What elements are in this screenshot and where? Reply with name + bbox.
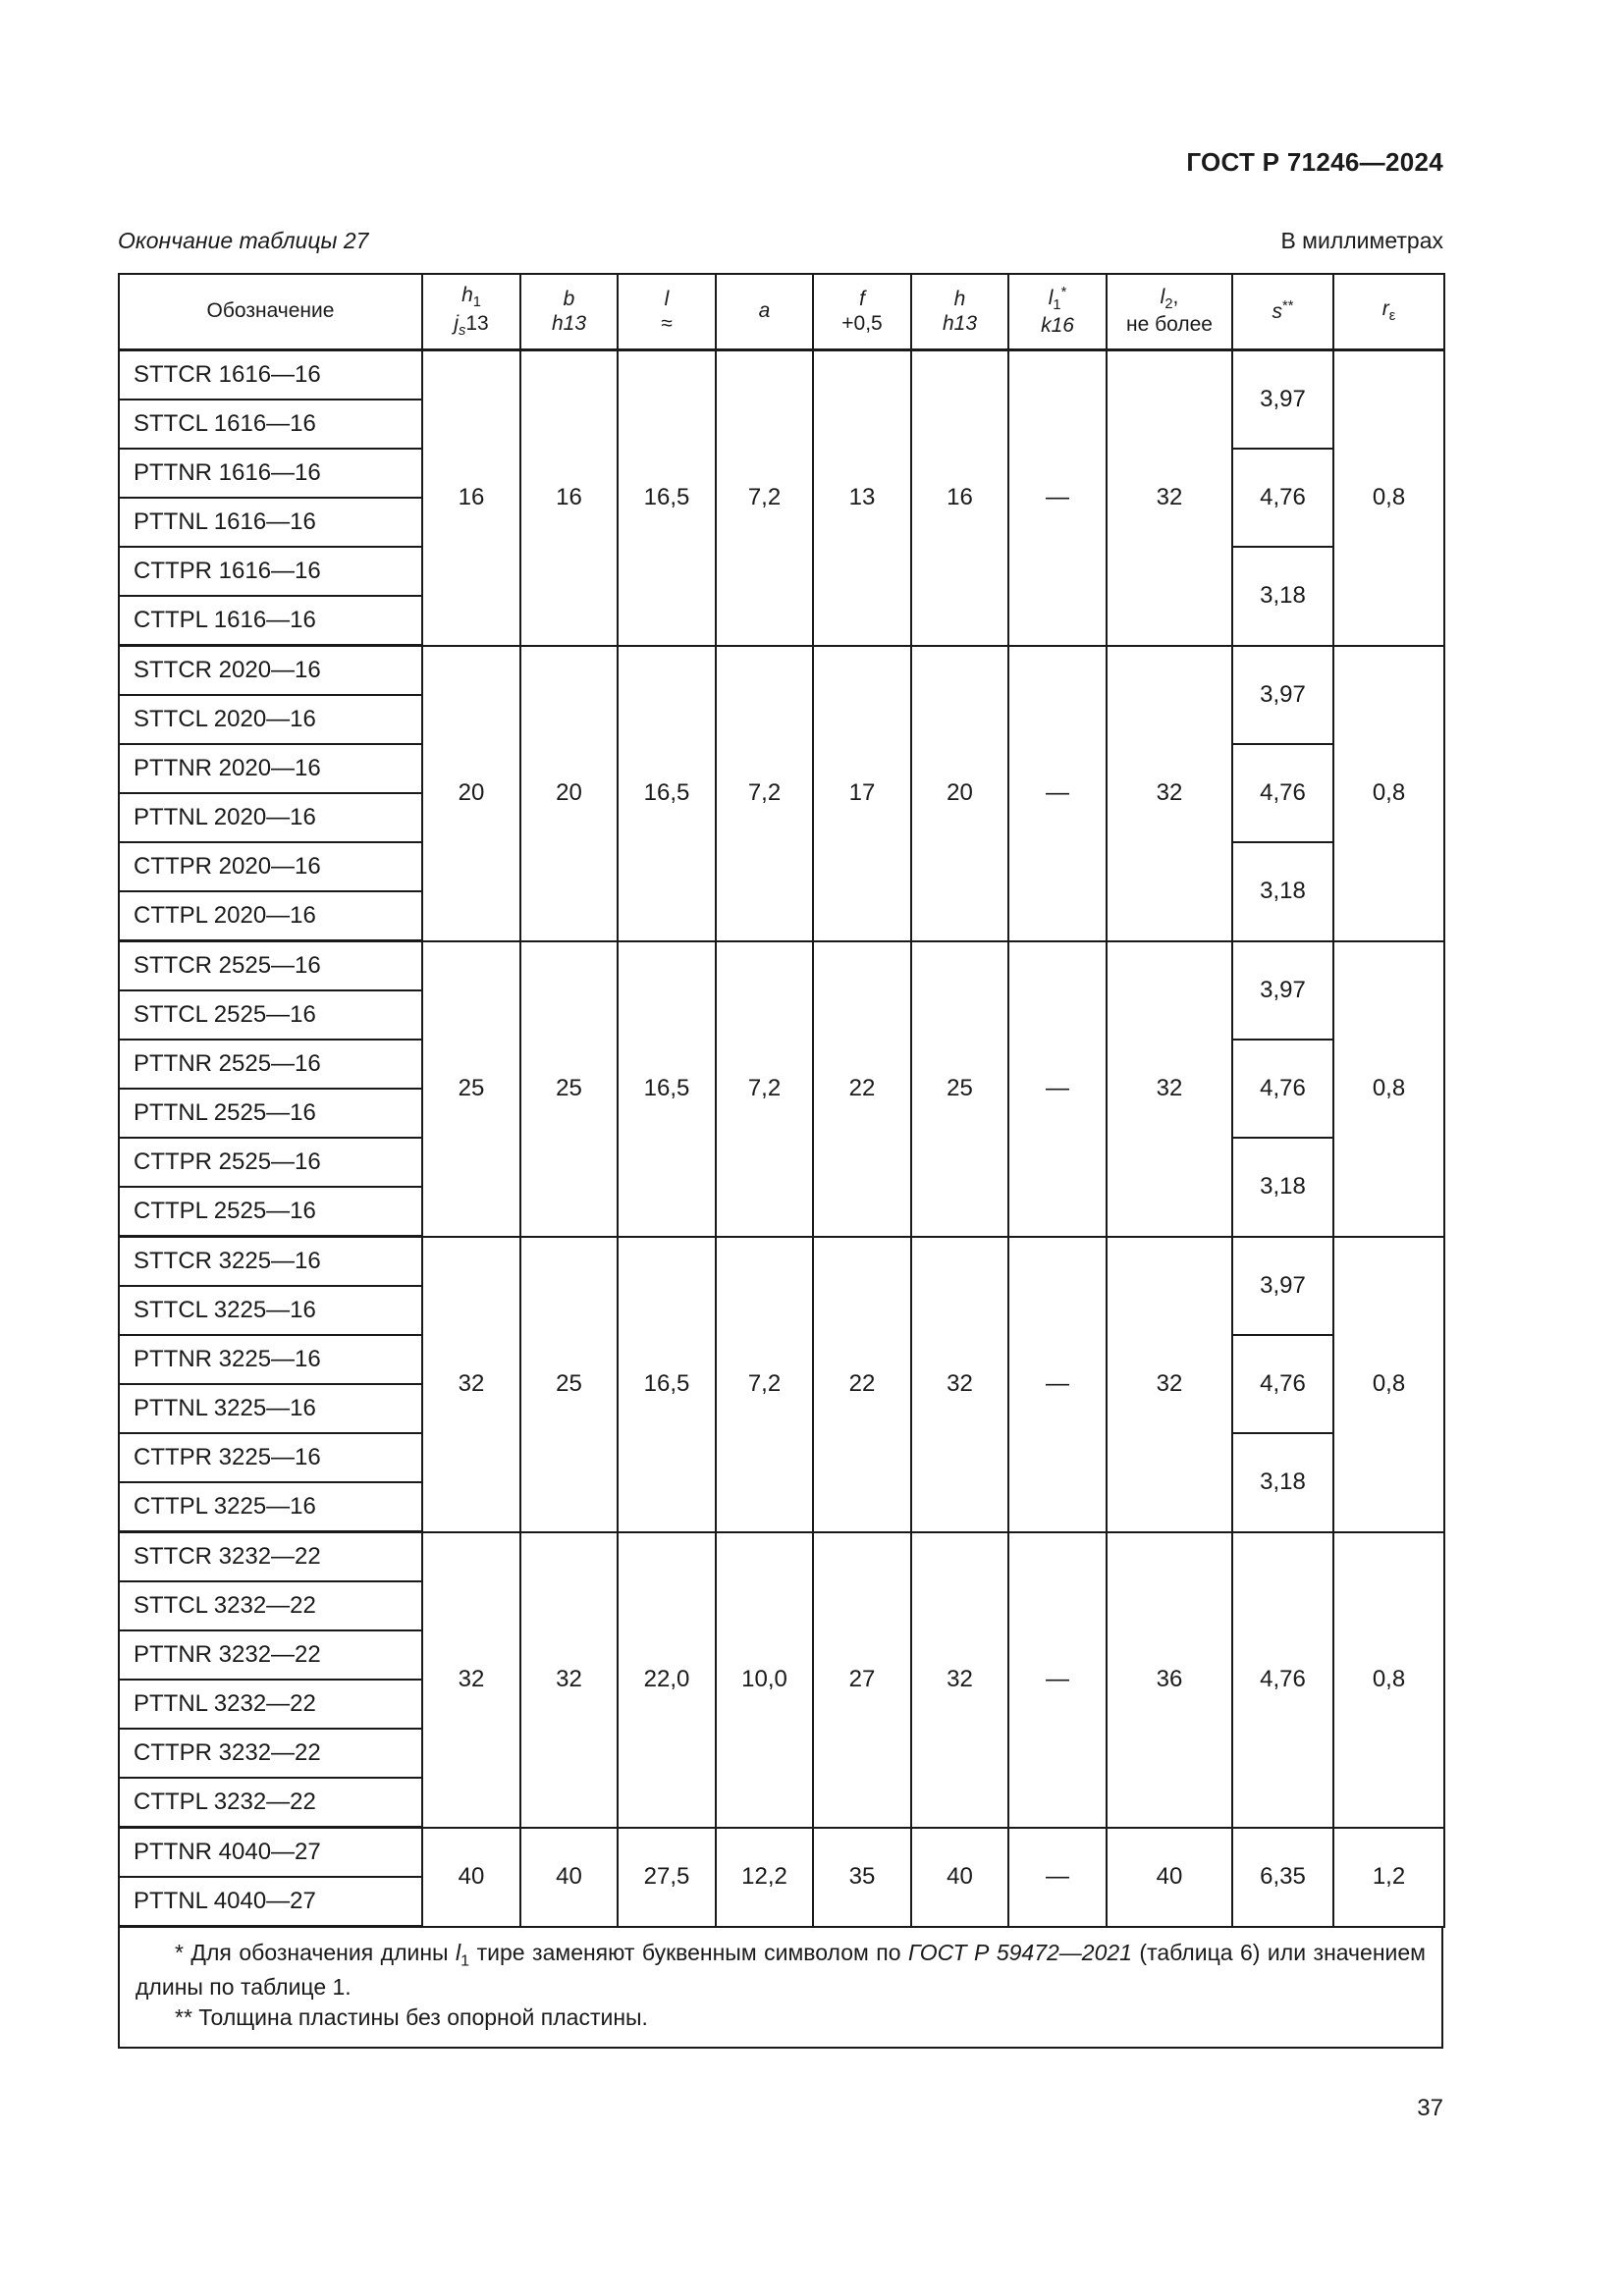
h1-value-cell: 32 xyxy=(422,1237,520,1532)
s-value-cell: 3,97 xyxy=(1232,1237,1333,1336)
designation-cell: CTTPR 3225—16 xyxy=(119,1433,422,1482)
col-f: f +0,5 xyxy=(813,274,911,350)
l-value-cell: 16,5 xyxy=(618,941,716,1237)
s-value-cell: 3,97 xyxy=(1232,941,1333,1041)
a-value-cell: 7,2 xyxy=(716,350,813,646)
re-value-cell: 0,8 xyxy=(1333,1237,1444,1532)
designation-cell: CTTPR 1616—16 xyxy=(119,547,422,596)
l-value-cell: 16,5 xyxy=(618,646,716,941)
s-value-cell: 3,18 xyxy=(1232,842,1333,941)
designation-cell: PTTNR 3232—22 xyxy=(119,1630,422,1680)
designation-cell: PTTNL 1616—16 xyxy=(119,498,422,547)
designation-cell: PTTNL 3225—16 xyxy=(119,1384,422,1433)
a-value-cell: 7,2 xyxy=(716,1237,813,1532)
designation-cell: PTTNL 4040—27 xyxy=(119,1877,422,1927)
s-value-cell: 4,76 xyxy=(1232,449,1333,547)
designation-cell: PTTNL 3232—22 xyxy=(119,1680,422,1729)
designation-cell: STTCL 2020—16 xyxy=(119,695,422,744)
designation-cell: STTCR 2525—16 xyxy=(119,941,422,991)
footnote-reference: ГОСТ Р 59472—2021 xyxy=(908,1940,1132,1965)
table-body xyxy=(119,350,1444,1927)
f-value-cell: 13 xyxy=(813,350,911,646)
col-re: $r_\varepsilon$ xyxy=(1333,274,1444,350)
designation-cell: CTTPL 2525—16 xyxy=(119,1187,422,1237)
designation-cell: CTTPR 3232—22 xyxy=(119,1729,422,1778)
l1-value-cell: — xyxy=(1008,1532,1107,1828)
re-value-cell: 0,8 xyxy=(1333,941,1444,1237)
document-id: ГОСТ Р 71246—2024 xyxy=(1186,147,1443,177)
h-value-cell: 40 xyxy=(911,1828,1008,1927)
b-value-cell: 20 xyxy=(520,646,618,941)
l1-value-cell: — xyxy=(1008,350,1107,646)
l2-value-cell: 36 xyxy=(1107,1532,1232,1828)
designation-cell: STTCR 3232—22 xyxy=(119,1532,422,1582)
designation-cell: STTCR 3225—16 xyxy=(119,1237,422,1287)
f-value-cell: 22 xyxy=(813,941,911,1237)
s-value-cell: 3,18 xyxy=(1232,1138,1333,1237)
re-value-cell: 0,8 xyxy=(1333,1532,1444,1828)
l-value-cell: 16,5 xyxy=(618,350,716,646)
designation-cell: PTTNL 2525—16 xyxy=(119,1089,422,1138)
table-row xyxy=(119,1828,1444,1878)
designation-cell: STTCL 3232—22 xyxy=(119,1581,422,1630)
l1-value-cell: — xyxy=(1008,1237,1107,1532)
b-value-cell: 25 xyxy=(520,941,618,1237)
table-row xyxy=(119,350,1444,400)
col-l1: $l_1^*$ k16 xyxy=(1008,274,1107,350)
table-header xyxy=(119,274,1444,350)
l1-value-cell: — xyxy=(1008,1828,1107,1927)
designation-cell: CTTPL 3232—22 xyxy=(119,1778,422,1828)
designation-cell: PTTNR 2525—16 xyxy=(119,1040,422,1089)
h-value-cell: 25 xyxy=(911,941,1008,1237)
designation-cell: STTCL 2525—16 xyxy=(119,990,422,1040)
designation-cell: STTCR 2020—16 xyxy=(119,646,422,696)
re-value-cell: 0,8 xyxy=(1333,350,1444,646)
l-value-cell: 16,5 xyxy=(618,1237,716,1532)
s-value-cell: 3,18 xyxy=(1232,1433,1333,1532)
s-value-cell: 4,76 xyxy=(1232,1040,1333,1138)
f-value-cell: 17 xyxy=(813,646,911,941)
l2-value-cell: 32 xyxy=(1107,350,1232,646)
h1-value-cell: 16 xyxy=(422,350,520,646)
a-value-cell: 12,2 xyxy=(716,1828,813,1927)
designation-cell: CTTPR 2525—16 xyxy=(119,1138,422,1187)
s-value-cell: 4,76 xyxy=(1232,744,1333,842)
s-value-cell: 4,76 xyxy=(1232,1335,1333,1433)
l2-value-cell: 32 xyxy=(1107,646,1232,941)
table-row xyxy=(119,941,1444,991)
col-designation: Обозначение xyxy=(119,274,422,350)
s-value-cell: 4,76 xyxy=(1232,1532,1333,1828)
l1-value-cell: — xyxy=(1008,646,1107,941)
l2-value-cell: 32 xyxy=(1107,1237,1232,1532)
l-value-cell: 27,5 xyxy=(618,1828,716,1927)
h1-value-cell: 40 xyxy=(422,1828,520,1927)
footnote-2: ** Толщина пластины без опорной пластины. xyxy=(175,2004,648,2031)
h-value-cell: 32 xyxy=(911,1237,1008,1532)
s-value-cell: 3,97 xyxy=(1232,646,1333,745)
f-value-cell: 35 xyxy=(813,1828,911,1927)
b-value-cell: 32 xyxy=(520,1532,618,1828)
l2-value-cell: 40 xyxy=(1107,1828,1232,1927)
footnotes xyxy=(118,1928,1443,2049)
page-number: 37 xyxy=(1417,2095,1443,2121)
designation-cell: CTTPL 2020—16 xyxy=(119,891,422,941)
designation-cell: PTTNL 2020—16 xyxy=(119,793,422,842)
designation-cell: CTTPR 2020—16 xyxy=(119,842,422,891)
col-l: l ≈ xyxy=(618,274,716,350)
s-value-cell: 3,97 xyxy=(1232,350,1333,450)
l-value-cell: 22,0 xyxy=(618,1532,716,1828)
h-value-cell: 32 xyxy=(911,1532,1008,1828)
designation-cell: PTTNR 3225—16 xyxy=(119,1335,422,1384)
re-value-cell: 0,8 xyxy=(1333,646,1444,941)
designation-cell: STTCR 1616—16 xyxy=(119,350,422,400)
l2-value-cell: 32 xyxy=(1107,941,1232,1237)
h1-value-cell: 32 xyxy=(422,1532,520,1828)
col-l2: $l_2$, не более xyxy=(1107,274,1232,350)
col-a: a xyxy=(716,274,813,350)
h1-value-cell: 20 xyxy=(422,646,520,941)
a-value-cell: 7,2 xyxy=(716,941,813,1237)
h-value-cell: 16 xyxy=(911,350,1008,646)
b-value-cell: 40 xyxy=(520,1828,618,1927)
designation-cell: PTTNR 4040—27 xyxy=(119,1828,422,1878)
designation-cell: PTTNR 2020—16 xyxy=(119,744,422,793)
h-value-cell: 20 xyxy=(911,646,1008,941)
col-h: h h13 xyxy=(911,274,1008,350)
a-value-cell: 7,2 xyxy=(716,646,813,941)
table-row xyxy=(119,1237,1444,1287)
table-row xyxy=(119,646,1444,696)
designation-cell: PTTNR 1616—16 xyxy=(119,449,422,498)
table-continuation-caption: Окончание таблицы 27 xyxy=(118,228,369,253)
footnote-1: * Для обозначения длины $l_1$ тире заменяют буквенным символом по ГОСТ Р 59472—2021 (таблица 6) или значением длины по таблице 1. xyxy=(135,1940,1426,2001)
dimensions-table xyxy=(118,273,1445,1928)
table-row xyxy=(119,1532,1444,1582)
l1-value-cell: — xyxy=(1008,941,1107,1237)
designation-cell: STTCL 3225—16 xyxy=(119,1286,422,1335)
col-b: b h13 xyxy=(520,274,618,350)
col-s: s** xyxy=(1232,274,1333,350)
b-value-cell: 16 xyxy=(520,350,618,646)
a-value-cell: 10,0 xyxy=(716,1532,813,1828)
h1-value-cell: 25 xyxy=(422,941,520,1237)
f-value-cell: 22 xyxy=(813,1237,911,1532)
designation-cell: CTTPL 3225—16 xyxy=(119,1482,422,1532)
designation-cell: STTCL 1616—16 xyxy=(119,400,422,449)
col-h1: $h_1$ $j_s13$ xyxy=(422,274,520,350)
b-value-cell: 25 xyxy=(520,1237,618,1532)
units-caption: В миллиметрах xyxy=(1280,228,1443,253)
re-value-cell: 1,2 xyxy=(1333,1828,1444,1927)
s-value-cell: 3,18 xyxy=(1232,547,1333,646)
table-27 xyxy=(118,273,1443,2049)
f-value-cell: 27 xyxy=(813,1532,911,1828)
s-value-cell: 6,35 xyxy=(1232,1828,1333,1927)
designation-cell: CTTPL 1616—16 xyxy=(119,596,422,646)
